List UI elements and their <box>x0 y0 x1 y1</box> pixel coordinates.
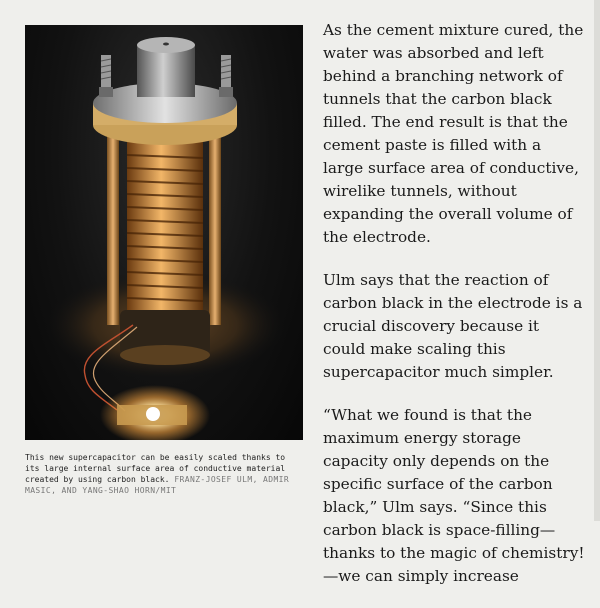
figure-caption <box>25 452 303 496</box>
caption-credit: FRANZ-JOSEF ULM, ADMIR MASIC, AND YANG-SHAO HORN/MIT <box>25 475 290 495</box>
article-body <box>323 19 585 608</box>
caption-text: This new supercapacitor can be easily scaled thanks to its large internal surface area of conductive material created by using carbon black. <box>25 453 286 484</box>
article-paragraph: Ulm says that the reaction of carbon black in the electrode is a crucial discovery because it could make scaling this supercapacitor much simpler. <box>323 271 583 381</box>
article-paragraph: “What we found is that the maximum energy storage capacity only depends on the specific surface of the carbon black,” Ulm says. “Since this carbon black is space-filling—thanks to the magic of chemistry!—we can simply increase <box>323 406 585 585</box>
supercapacitor-illustration <box>25 25 303 440</box>
article-paragraph: As the cement mixture cured, the water was absorbed and left behind a branching network of tunnels that the carbon black filled. The end result is that the cement paste is filled with a large surface area of conductive, wirelike tunnels, without expanding the overall volume of the electrode. <box>323 21 584 246</box>
previous-text-fragment <box>20 0 80 4</box>
supercapacitor-photo <box>25 25 303 440</box>
scrollbar[interactable] <box>594 0 600 521</box>
